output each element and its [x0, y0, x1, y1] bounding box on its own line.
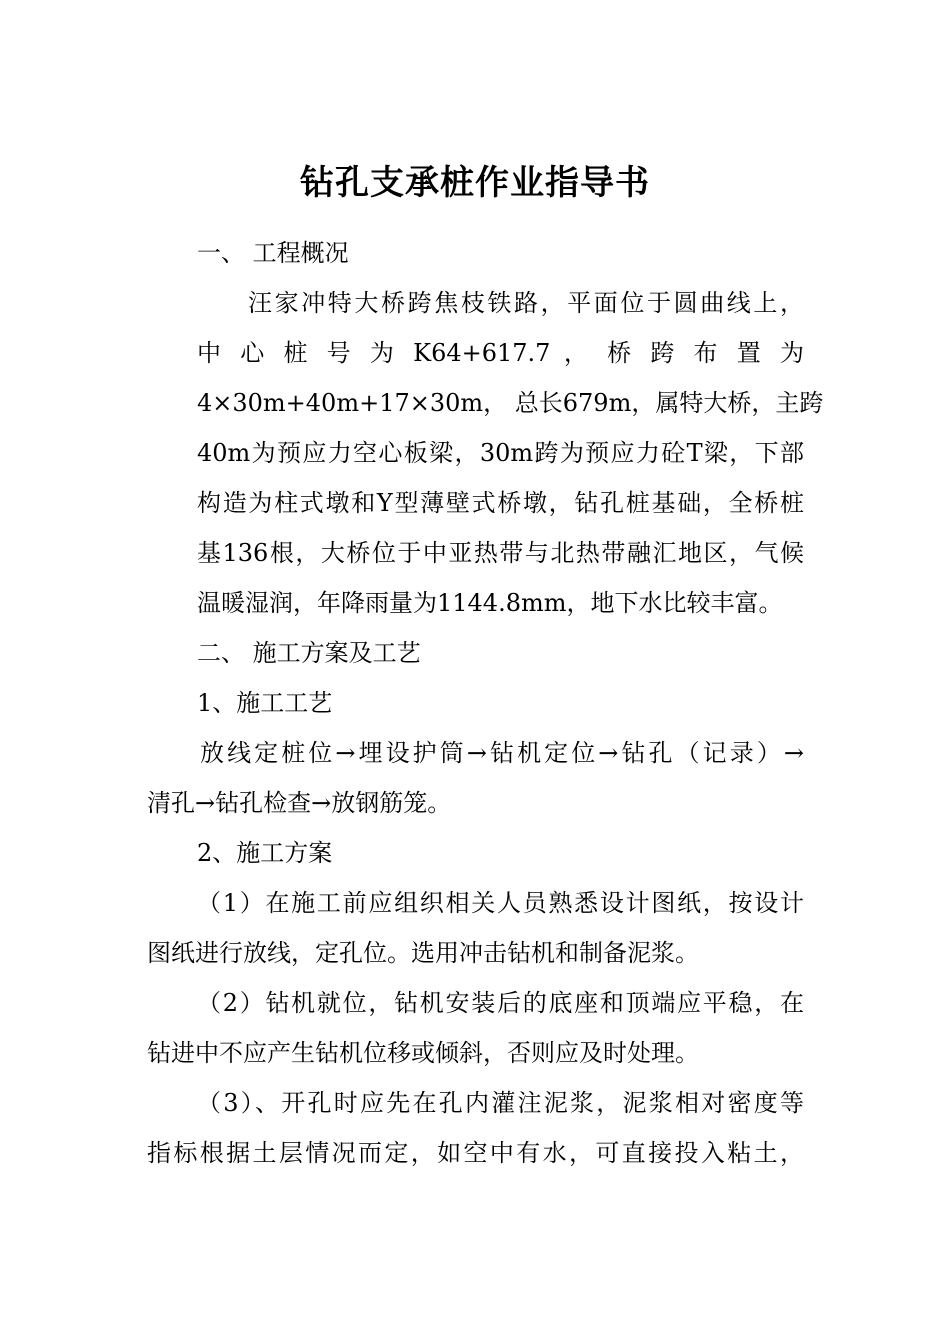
- paragraph-line: 钻进中不应产生钻机位移或倾斜，否则应及时处理。: [147, 1039, 699, 1067]
- subsection-heading: 1、施工工艺: [197, 689, 333, 717]
- section-heading-1: 一、 工程概况: [197, 239, 349, 267]
- paragraph-line: （1）在施工前应组织相关人员熟悉设计图纸，按设计: [197, 889, 804, 917]
- subsection-heading: 2、施工方案: [197, 839, 333, 867]
- paragraph-line: 指标根据土层情况而定，如空中有水，可直接投入粘土，: [147, 1139, 804, 1167]
- paragraph-line: 温暖湿润，年降雨量为1144.8mm，地下水比较丰富。: [197, 589, 783, 617]
- paragraph-line: （3）、开孔时应先在孔内灌注泥浆，泥浆相对密度等: [197, 1089, 804, 1117]
- page-title: 钻孔支承桩作业指导书: [300, 163, 650, 203]
- paragraph-line: （2）钻机就位，钻机安装后的底座和顶端应平稳，在: [197, 989, 804, 1017]
- paragraph-line: 图纸进行放线，定孔位。选用冲击钻机和制备泥浆。: [147, 939, 699, 967]
- paragraph-line: 4×30m+40m+17×30m， 总长679m，属特大桥，主跨: [197, 389, 824, 417]
- paragraph-line: 清孔→钻孔检查→放钢筋笼。: [147, 789, 452, 817]
- paragraph-line: 中 心 桩 号 为 K64+617.7 ， 桥 跨 布 置 为: [197, 339, 804, 367]
- paragraph-line: 构造为柱式墩和Y型薄壁式桥墩，钻孔桩基础，全桥桩: [197, 489, 804, 517]
- paragraph-line: 汪家冲特大桥跨焦枝铁路，平面位于圆曲线上，: [248, 289, 804, 317]
- paragraph-line: 基136根，大桥位于中亚热带与北热带融汇地区，气候: [197, 539, 804, 567]
- paragraph-line: 放线定桩位→埋设护筒→钻机定位→钻孔（记录）→: [200, 739, 804, 767]
- paragraph-line: 40m为预应力空心板梁，30m跨为预应力砼T梁，下部: [197, 439, 804, 467]
- section-heading-2: 二、 施工方案及工艺: [197, 639, 421, 667]
